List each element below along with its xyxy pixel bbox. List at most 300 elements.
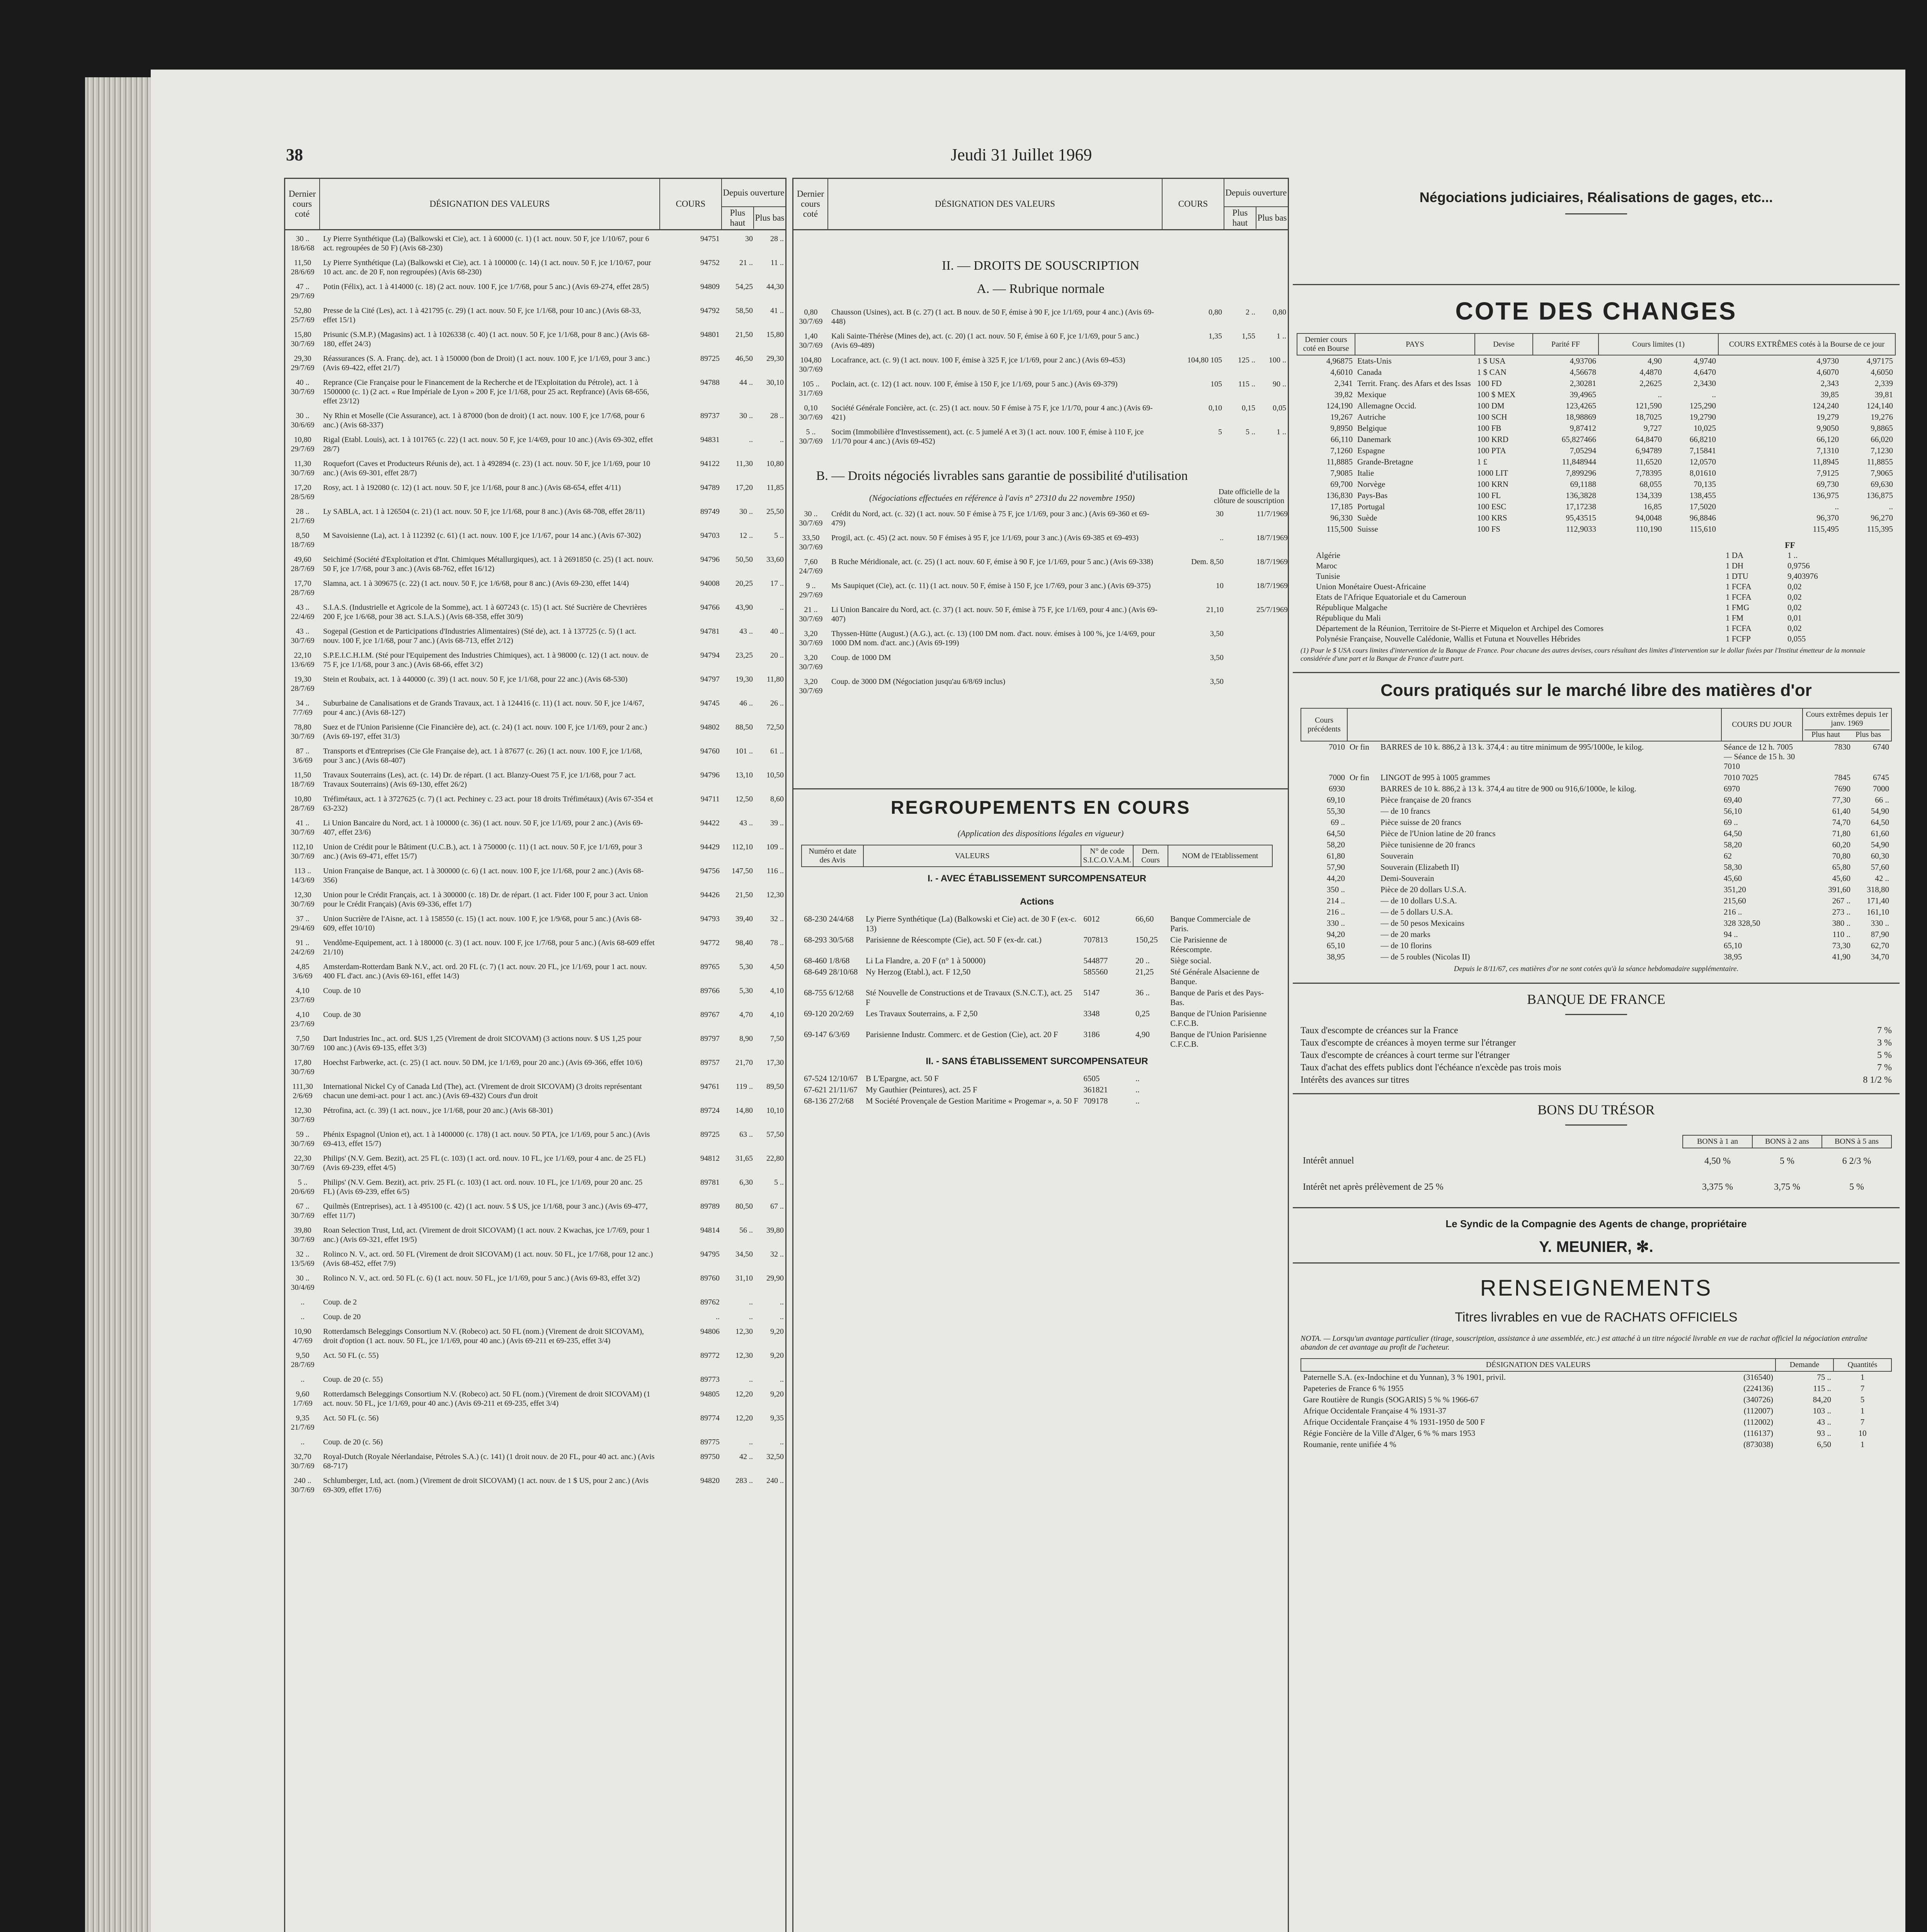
or-extremes — [1803, 850, 1891, 862]
tresor-rate: 4,50 % — [1704, 1156, 1731, 1166]
list-item — [1293, 1037, 1900, 1049]
limite-basse: 134,339 — [1635, 491, 1662, 500]
rachat-designation — [1301, 1405, 1775, 1417]
cours-value: 30 — [1216, 510, 1224, 518]
change-devise: 100 KRD — [1477, 435, 1509, 444]
last-quote-date: 22,30 30/7/69 — [291, 1154, 315, 1172]
change-limites — [1598, 456, 1718, 468]
or-plus-haut: 77,30 — [1832, 795, 1850, 804]
or-h-desc — [1347, 708, 1721, 741]
table-row — [793, 355, 1288, 374]
security-name: Pétrofina, act. (c. 39) (1 act. nouv., jce 1/1/68, pour 20 anc.) (Avis 68-301) — [323, 1106, 553, 1115]
zone-pays: Etats de l'Afrique Equatoriale et du Cameroun — [1316, 592, 1466, 602]
header-designation-2: DÉSIGNATION DES VALEURS — [828, 179, 1163, 229]
last-quote-date: 43 .. 30/7/69 — [291, 627, 315, 645]
rg-avis: 68-136 27/2/68 — [804, 1096, 854, 1105]
tresor-title: BONS DU TRÉSOR — [1537, 1102, 1655, 1117]
rg-valeur: Ny Herzog (Etabl.), act. F 12,50 — [866, 967, 971, 976]
change-limites — [1598, 490, 1718, 501]
table-row — [285, 627, 785, 645]
plus-bas: 11,85 — [766, 483, 784, 492]
header-depuis-label: Depuis ouverture — [723, 188, 785, 197]
change-devise: 100 SCH — [1477, 412, 1507, 422]
change-devise: 100 PTA — [1477, 446, 1506, 455]
cours-value: 94820 — [700, 1476, 720, 1485]
plus-bas: 39 .. — [770, 819, 784, 827]
or-plus-bas: 60,30 — [1871, 851, 1889, 861]
rg-avis: 69-147 6/3/69 — [804, 1030, 850, 1039]
limite-basse: 4,90 — [1648, 356, 1662, 366]
plus-bas: 4,10 — [770, 986, 784, 995]
limite-haute: 7,15841 — [1689, 446, 1716, 455]
or-precedent: 216 .. — [1326, 907, 1345, 917]
security-name: Ms Saupiquet (Cie), act. (c. 11) (1 act. nouv. 50 F, émise à 150 F, jce 1/7/69, pour 3 anc.) (Avis 69-375) — [831, 582, 1151, 590]
cloture-date: 18/7/1969 — [1256, 582, 1288, 590]
change-devise: 100 FD — [1477, 379, 1502, 388]
negociations-title: Négociations judiciaires, Réalisations de gages, etc... — [1419, 189, 1773, 205]
rg-valeur: Li La Flandre, a. 20 F (n° 1 à 50000) — [866, 956, 986, 965]
change-pays: Italie — [1357, 468, 1374, 478]
plus-bas: 28 .. — [770, 412, 784, 420]
rachats-table — [1301, 1358, 1892, 1450]
regroupements-section-row — [802, 867, 1272, 890]
change-dernier: 17,185 — [1330, 502, 1353, 511]
zone-devise: 1 DTU — [1726, 571, 1748, 581]
change-dernier: 7,1260 — [1330, 446, 1353, 455]
security-name: Stein et Roubaix, act. 1 à 440000 (c. 39) (1 act. nouv. 50 F, jce 1/1/68, pour 22 anc.) (Avis 68-530) — [323, 675, 628, 684]
table-row — [793, 308, 1288, 326]
or-plus-haut: 380 .. — [1832, 918, 1850, 928]
franc-zone-list — [1308, 550, 1849, 644]
table-row — [285, 1106, 785, 1124]
table-row — [285, 459, 785, 478]
rachat-quantite: 7 — [1860, 1417, 1865, 1427]
table-row — [285, 1130, 785, 1148]
table-row — [1301, 783, 1891, 794]
cours-value: 89765 — [700, 963, 720, 971]
rg-code: 707813 — [1083, 935, 1108, 944]
rachat-demande: 103 .. — [1813, 1406, 1831, 1415]
cours-value: 94831 — [700, 435, 720, 444]
rg-code: 6012 — [1083, 914, 1100, 923]
plus-haut: 44 .. — [739, 378, 753, 387]
security-name: Coup. de 30 — [323, 1010, 361, 1019]
or-precedent: 214 .. — [1326, 896, 1345, 905]
table-row — [793, 653, 1288, 672]
plus-bas: 10,80 — [766, 459, 784, 468]
table-row — [793, 379, 1288, 398]
plus-bas: 28 .. — [770, 235, 784, 243]
change-dernier: 39,82 — [1334, 390, 1353, 399]
list-item — [1293, 1049, 1900, 1061]
banque-label: Taux d'escompte de créances sur la France — [1301, 1026, 1458, 1036]
divider-or — [1293, 672, 1900, 673]
plus-bas: 9,20 — [770, 1351, 784, 1360]
zone-pays: Algérie — [1316, 551, 1340, 560]
or-extremes — [1803, 828, 1891, 839]
extreme-haut: 19,279 — [1816, 412, 1839, 422]
extreme-haut: 4,9730 — [1816, 356, 1839, 366]
tresor-table — [1301, 1135, 1892, 1200]
change-devise: 100 FB — [1477, 423, 1501, 433]
or-description — [1347, 929, 1721, 940]
change-dernier: 4,96875 — [1326, 356, 1353, 366]
or-plus-haut: 61,40 — [1832, 806, 1850, 816]
cours-value: 94806 — [700, 1327, 720, 1336]
cours-value: 0,80 — [1209, 308, 1222, 316]
or-jour: 328 328,50 — [1724, 918, 1760, 928]
table-row — [1297, 423, 1895, 434]
table-row — [285, 411, 785, 430]
plus-bas: 40 .. — [770, 627, 784, 636]
or-jour: 45,60 — [1724, 874, 1742, 883]
plus-haut: 101 .. — [735, 747, 753, 755]
rg-etab: Banque de l'Union Parisienne C.F.C.B. — [1170, 1009, 1267, 1028]
table-row — [1301, 817, 1891, 828]
rachat-demande: 6,50 — [1817, 1440, 1831, 1449]
rg-code: 544877 — [1083, 956, 1108, 965]
plus-bas: 41 .. — [770, 306, 784, 315]
table-row — [1301, 918, 1891, 929]
security-name: Li Union Bancaire du Nord, act. 1 à 100000 (c. 36) (1 act. nouv. 50 F, jce 1/1/69, pour 2 anc.) (Avis 69-407, effet 23/6) — [323, 819, 643, 837]
last-quote-date: 59 .. 30/7/69 — [291, 1130, 315, 1148]
table-row — [285, 1389, 785, 1408]
change-pays: Grande-Bretagne — [1357, 457, 1413, 466]
security-name: Reprance (Cie Française pour le Financement de la Recherche et de l'Exploitation du Pétrole), act. 1 à 1500000 (c. 1) (2 act. « Rue Impériale de Lyon » 200 F, jce 1/1/68, pour 25 act. Repfrance) (Avis 68-656, effet 23/12) — [323, 378, 649, 405]
plus-haut: 23,25 — [735, 651, 753, 660]
cours-value: 94756 — [700, 867, 720, 875]
plus-bas: 29,30 — [766, 354, 784, 363]
or-desc: Pièce suisse de 20 francs — [1381, 818, 1461, 827]
plus-bas: 17 .. — [770, 579, 784, 588]
divider-changes — [1293, 284, 1900, 285]
change-extremes — [1718, 468, 1895, 479]
ch-h-limites: Cours limites (1) — [1598, 333, 1718, 355]
rg-valeur: Sté Nouvelle de Constructions et de Travaux (S.N.C.T.), act. 25 F — [866, 988, 1072, 1007]
change-limites — [1598, 524, 1718, 535]
extreme-haut: 136,975 — [1812, 491, 1839, 500]
rg-avis: 68-755 6/12/68 — [804, 988, 854, 997]
table-row — [285, 1413, 785, 1432]
extreme-haut: 115,495 — [1813, 524, 1839, 534]
rg-code: 709178 — [1083, 1096, 1108, 1105]
last-quote-date: 49,60 28/7/69 — [291, 555, 315, 573]
security-name: Coup. de 20 (c. 56) — [323, 1438, 383, 1446]
cours-value: 94797 — [700, 675, 720, 684]
plus-haut: 119 .. — [735, 1082, 753, 1091]
list-item — [1308, 602, 1849, 613]
security-name: Ly Pierre Synthétique (La) (Balkowski et Cie), act. 1 à 100000 (c. 14) (1 act. nouv. 50 F, jce 1/10/67, pour 10 act. anc. de 20 F, non regroupées) (Avis 68-230) — [323, 259, 651, 276]
or-plus-bas: 64,50 — [1871, 818, 1889, 827]
cours-value: 3,50 — [1210, 677, 1224, 686]
plus-bas: 61 .. — [770, 747, 784, 755]
rachat-designation — [1301, 1417, 1775, 1428]
or-description — [1347, 783, 1721, 794]
security-name: Travaux Souterrains (Les), act. (c. 14) Dr. de répart. (1 act. Blanzy-Ouest 75 F, jce 1/1/68, pour 7 act. Travaux Souterrains) (Avis 69-130, effet 26/2) — [323, 771, 636, 789]
change-dernier: 11,8885 — [1326, 457, 1353, 466]
table-row — [285, 747, 785, 765]
security-name: Prisunic (S.M.P.) (Magasins) act. 1 à 1026338 (c. 40) (1 act. nouv. 50 F, jce 1/1/68, pour 8 anc.) (Avis 68-180, effet 24/3) — [323, 330, 650, 348]
last-quote-date: 91 .. 24/2/69 — [291, 939, 315, 956]
cours-value: 94761 — [700, 1082, 720, 1091]
rg-etab — [1168, 1095, 1272, 1107]
last-quote-date: 40 .. 30/7/69 — [291, 378, 315, 396]
cours-value: 94008 — [700, 579, 720, 588]
tresor-h-2ans: BONS à 2 ans — [1752, 1135, 1822, 1148]
rachat-quantite: 1 — [1860, 1372, 1865, 1382]
change-limites — [1598, 512, 1718, 524]
cours-value: 94805 — [700, 1390, 720, 1398]
plus-haut: 12 .. — [739, 531, 753, 540]
or-description — [1347, 873, 1721, 884]
header-depuis-sub-2 — [1224, 206, 1288, 229]
rachat-quantite: 7 — [1860, 1384, 1865, 1393]
security-name: Sogepal (Gestion et de Participations d'Industries Alimentaires) (Sté de), act. 1 à 137725 (c. 5) (1 act. nouv. 100 F, jce 1/1/68, pour 7 anc.) (Avis 68-713, effet 2/12) — [323, 627, 637, 645]
plus-bas: 9,35 — [770, 1414, 784, 1422]
ch-h-pays: PAYS — [1355, 333, 1475, 355]
cours-value: 1,35 — [1209, 332, 1222, 340]
rachat-code: (116137) — [1743, 1429, 1773, 1438]
security-name: Union Sucrière de l'Aisne, act. 1 à 158550 (c. 15) (1 act. nouv. 100 F, jce 1/9/68, pour 5 anc.) (Avis 68-609, effet 10/10) — [323, 915, 642, 932]
change-dernier: 124,190 — [1326, 401, 1353, 410]
plus-bas: 10,10 — [766, 1106, 784, 1115]
change-pays: Etats-Unis — [1357, 356, 1392, 366]
cloture-date — [1226, 629, 1288, 648]
security-name: Coup. de 20 (c. 55) — [323, 1375, 383, 1384]
header-depuis-sub — [722, 206, 785, 229]
or-h-extremes-label: Cours extrêmes depuis 1er janv. 1969 — [1806, 710, 1888, 728]
limite-basse: 18,7025 — [1635, 412, 1662, 422]
plus-bas: 4,50 — [770, 963, 784, 971]
cours-value: 89737 — [700, 412, 720, 420]
list-item — [1293, 1074, 1900, 1086]
last-quote-date: 32,70 30/7/69 — [291, 1452, 315, 1470]
security-name: Coup. de 3000 DM (Négociation jusqu'au 6/8/69 inclus) — [831, 677, 1006, 686]
plus-bas: 10,50 — [766, 771, 784, 779]
security-name: Union Française de Banque, act. 1 à 300000 (c. 6) (1 act. nouv. 100 F, jce 1/1/68, pour 2 anc.) (Avis 68-356) — [323, 867, 644, 884]
table-row — [285, 938, 785, 957]
extreme-bas: 4,97175 — [1866, 356, 1893, 366]
table-row — [285, 603, 785, 621]
last-quote-date: 30 .. 30/6/69 — [291, 412, 315, 429]
plus-haut: 98,40 — [735, 939, 753, 947]
change-extremes — [1718, 479, 1895, 490]
or-plus-haut: 60,20 — [1832, 840, 1850, 849]
table-row — [793, 427, 1288, 446]
plus-bas: 33,60 — [766, 555, 784, 564]
zone-devise: 1 FCFA — [1726, 582, 1752, 591]
extreme-haut: 2,343 — [1820, 379, 1839, 388]
extreme-haut: 4,6070 — [1816, 367, 1839, 377]
table-row — [802, 1073, 1272, 1084]
plus-bas: 32 .. — [770, 1250, 784, 1259]
or-header-row — [1301, 708, 1891, 741]
section-ii-b-rows — [793, 505, 1288, 696]
table-row — [1301, 884, 1891, 895]
security-name: Rigal (Etabl. Louis), act. 1 à 101765 (c. 22) (1 act. nouv. 50 F, jce 1/4/69, pour 10 anc.) (Avis 69-302, effet 28/7) — [323, 435, 653, 453]
plus-haut: 43,90 — [735, 603, 753, 612]
last-quote-date: .. — [301, 1313, 305, 1321]
cours-value: 94792 — [700, 306, 720, 315]
last-quote-date: 21 .. 30/7/69 — [799, 605, 823, 623]
last-quote-date: 19,30 28/7/69 — [291, 675, 315, 693]
table-row — [802, 1095, 1272, 1107]
divider-banque — [1293, 983, 1900, 984]
table-row — [1301, 1174, 1891, 1200]
or-precedent: 58,20 — [1326, 840, 1345, 849]
change-dernier: 96,330 — [1330, 513, 1353, 522]
list-item — [1293, 1024, 1900, 1037]
limite-haute: 125,290 — [1689, 401, 1716, 410]
rg-cours: 36 .. — [1135, 988, 1150, 997]
or-precedent: 69 .. — [1331, 818, 1345, 827]
security-name: Presse de la Cité (Les), act. 1 à 421795 (c. 29) (1 act. nouv. 50 F, jce 1/1/68, pour 10 anc.) (Avis 68-33, effet 15/1) — [323, 306, 641, 324]
or-description — [1347, 918, 1721, 929]
plus-haut: 2 .. — [1246, 308, 1255, 316]
ch-h-extremes: COURS EXTRÊMES cotés à la Bourse de ce jour — [1718, 333, 1895, 355]
limite-basse: 7,78395 — [1635, 468, 1662, 478]
table-row — [1301, 873, 1891, 884]
syndic-name: Y. MEUNIER, ✻. — [1539, 1238, 1653, 1255]
section-ii-rows — [793, 304, 1288, 446]
change-devise: 100 FL — [1477, 491, 1501, 500]
or-precedent: 38,95 — [1326, 952, 1345, 961]
table-row — [1301, 1439, 1891, 1450]
cloture-date: 25/7/1969 — [1256, 605, 1288, 614]
change-dernier: 115,500 — [1326, 524, 1353, 534]
cours-value: 10 — [1216, 582, 1224, 590]
change-extremes — [1718, 355, 1895, 367]
cours-value: 104,80 105 — [1187, 356, 1222, 364]
security-name: Philips' (N.V. Gem. Bezit), act. 25 FL (c. 103) (1 act. ord. nouv. 10 FL, jce 1/1/69, pour 4 anc. de 25 FL) (Avis 69-239, effet 4/5) — [323, 1154, 646, 1172]
or-description — [1347, 741, 1721, 772]
section-ii-title: II. — DROITS DE SOUSCRIPTION — [942, 259, 1139, 273]
regroupements-section-row — [802, 1050, 1272, 1073]
or-desc: Souverain (Elizabeth II) — [1381, 862, 1459, 872]
cours-value: 94781 — [700, 627, 720, 636]
or-jour: 64,50 — [1724, 829, 1742, 838]
plus-bas: 90 .. — [1273, 380, 1286, 388]
or-desc: — de 50 pesos Mexicains — [1381, 918, 1464, 928]
or-h-extremes-sub — [1804, 730, 1890, 739]
rg-cours: 4,90 — [1135, 1030, 1150, 1039]
table-row — [285, 1058, 785, 1077]
table-row — [285, 890, 785, 909]
or-plus-haut: 45,60 — [1832, 874, 1850, 883]
or-desc: Pièce de 20 dollars U.S.A. — [1381, 885, 1467, 894]
change-devise: 100 DM — [1477, 401, 1505, 410]
limite-basse: 94,0048 — [1635, 513, 1662, 522]
plus-haut: 13,10 — [735, 771, 753, 779]
security-name: Rotterdamsch Beleggings Consortium N.V. (Robeco) act. 50 FL (nom.) (Virement de droit SICOVAM) (1 act. nouv. 50 FL, jce 1/1/69, pour 40 anc.) (Avis 69-211 et 69-235, effet 3/4) — [323, 1390, 650, 1408]
tresor-body — [1301, 1148, 1891, 1200]
tresor-h-1an: BONS à 1 an — [1683, 1135, 1752, 1148]
plus-bas: 116 .. — [766, 867, 784, 875]
last-quote-date: 34 .. 7/7/69 — [293, 699, 313, 717]
plus-haut: 46,50 — [735, 354, 753, 363]
changes-title: COTE DES CHANGES — [1455, 297, 1737, 325]
tresor-rate: 5 % — [1849, 1182, 1864, 1192]
or-plus-haut: 7690 — [1834, 784, 1850, 793]
change-pays: Territ. Franç. des Afars et des Issas — [1357, 379, 1471, 388]
or-plus-bas: 54,90 — [1871, 840, 1889, 849]
table-row — [1297, 490, 1895, 501]
security-name: Chausson (Usines), act. B (c. 27) (1 act. B nouv. de 50 F, émise à 90 F, jce 1/1/69, pour 4 anc.) (Avis 69-448) — [831, 308, 1154, 326]
plus-bas: 15,80 — [766, 330, 784, 339]
or-plus-haut: 267 .. — [1832, 896, 1850, 905]
limite-haute: 115,610 — [1690, 524, 1716, 534]
or-metal: Or fin — [1350, 773, 1369, 782]
cours-value: 89760 — [700, 1274, 720, 1282]
divider-tresor — [1293, 1093, 1900, 1094]
cours-value: 89773 — [700, 1375, 720, 1384]
plus-haut: .. — [749, 1313, 753, 1321]
table-row — [1297, 468, 1895, 479]
or-extremes — [1803, 839, 1891, 850]
table-row — [1301, 850, 1891, 862]
or-plus-bas: 34,70 — [1871, 952, 1889, 961]
change-parite: 112,9033 — [1566, 524, 1596, 534]
table-row — [802, 1008, 1272, 1029]
zone-pays: Union Monétaire Ouest-Africaine — [1316, 582, 1426, 591]
rg-h-code: N° de code S.I.C.O.V.A.M. — [1081, 845, 1133, 867]
header-depuis-2 — [1224, 179, 1288, 229]
ra-h-demande: Demande — [1775, 1359, 1833, 1371]
or-jour: 94 .. — [1724, 930, 1738, 939]
extreme-bas: 19,276 — [1871, 412, 1893, 422]
plus-haut: 6,30 — [739, 1178, 753, 1187]
last-quote-date: 111,30 2/6/69 — [292, 1082, 313, 1100]
last-quote-date: 10,80 28/7/69 — [291, 795, 315, 813]
rg-h-valeurs: VALEURS — [863, 845, 1081, 867]
rg-avis: 68-230 24/4/68 — [804, 914, 854, 923]
table-row — [285, 842, 785, 861]
security-name: Rolinco N. V., act. ord. 50 FL (c. 6) (1 act. nouv. 50 FL, jce 1/1/69, pour 5 anc.) (Avis 69-83, effet 3/2) — [323, 1274, 640, 1282]
or-precedent: 64,50 — [1326, 829, 1345, 838]
or-plus-bas: 87,90 — [1871, 930, 1889, 939]
last-quote-date: 52,80 25/7/69 — [291, 306, 315, 324]
last-quote-date: 10,80 29/7/69 — [291, 435, 315, 453]
or-description — [1347, 895, 1721, 906]
plus-bas: 1 .. — [1277, 332, 1286, 340]
table-row — [1301, 951, 1891, 963]
last-quote-date: 3,20 30/7/69 — [799, 653, 823, 671]
rachat-quantite: 1 — [1860, 1440, 1865, 1449]
limite-haute: 19,2790 — [1689, 412, 1716, 422]
limite-basse: 4,4870 — [1639, 367, 1662, 377]
or-metal: Or fin — [1350, 742, 1369, 752]
rg-etab: Banque de l'Union Parisienne C.F.C.B. — [1170, 1030, 1267, 1049]
extreme-bas: 39,81 — [1874, 390, 1893, 399]
last-quote-date: 113 .. 14/3/69 — [291, 867, 315, 884]
plus-haut: 21 .. — [739, 259, 753, 267]
security-name: Suez et de l'Union Parisienne (Cie Financière de), act. (c. 24) (1 act. nouv. 100 F, jce 1/1/69, pour 2 anc.) (Avis 69-197, effet 31/3) — [323, 723, 647, 741]
plus-bas: 32,50 — [766, 1452, 784, 1461]
cours-value: 94766 — [700, 603, 720, 612]
plus-bas: 12,30 — [766, 891, 784, 899]
plus-haut: .. — [749, 1438, 753, 1446]
or-plus-bas: 7000 — [1873, 784, 1889, 793]
rg-etab: Cie Parisienne de Réescompte. — [1170, 935, 1227, 954]
plus-bas: 109 .. — [766, 843, 784, 851]
limite-haute: 4,6470 — [1694, 367, 1716, 377]
plus-bas: .. — [780, 435, 784, 444]
zone-valeur: 0,02 — [1787, 603, 1802, 612]
plus-bas: 8,60 — [770, 795, 784, 803]
rg-valeur: Parisienne de Réescompte (Cie), act. 50 F (ex-dr. cat.) — [866, 935, 1042, 944]
or-desc: BARRES de 10 k. 886,2 à 13 k. 374,4 : au titre minimum de 995/1000e, le kilog. — [1381, 742, 1644, 752]
list-item — [1308, 571, 1849, 582]
